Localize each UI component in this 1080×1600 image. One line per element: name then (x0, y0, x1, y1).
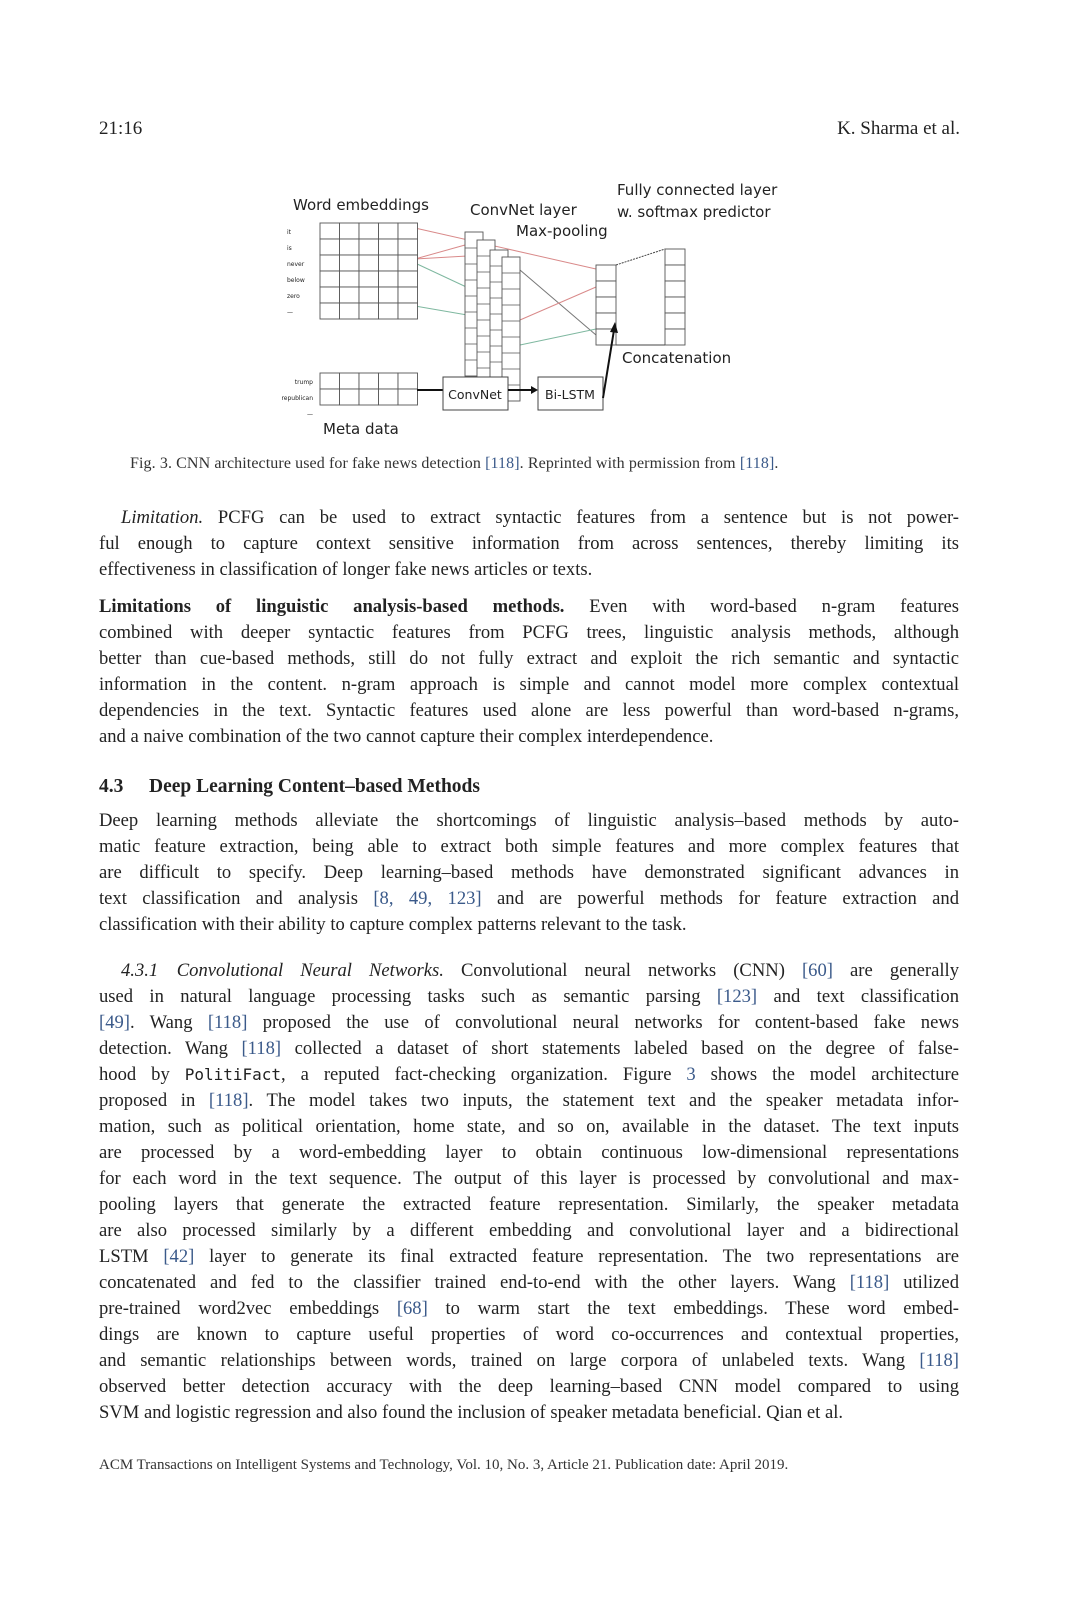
paragraph-limitations-linguistic: Limitations of linguistic analysis-based methods. Even with word-based n-gram features combined with deeper syntactic features from PCFG trees, linguistic analysis methods, although better than cue-based methods, still do not fully extract and exploit the rich semantic and syntactic information in the content. n-gram approach is simple and cannot model more complex contextual dependencies in the text. Syntactic features used alone are less powerful than word-based n-grams, and a naive combination of the two cannot capture their complex interdependence. (99, 596, 959, 747)
fc-cell (665, 281, 685, 297)
text-line: 4.3.1 Convolutional Neural Networks. Convolutional neural networks (CNN) [60] are generally (121, 960, 959, 981)
paragraph-cnn (99, 958, 959, 1426)
input-word-label: zero (287, 293, 300, 300)
embedding-cell (379, 287, 399, 303)
convnet-feature-maps (465, 232, 520, 401)
label-fc-line2: w. softmax predictor (617, 203, 771, 221)
journal-footer: ACM Transactions on Intelligent Systems and Technology, Vol. 10, No. 3, Article 21. Publication date: April 2019. (99, 1457, 789, 1473)
embedding-cell (398, 303, 418, 319)
meta-cell (398, 389, 418, 405)
label-convnet-layer: ConvNet layer (470, 201, 577, 219)
citation-link[interactable]: [123] (716, 986, 758, 1007)
embedding-cell (359, 271, 379, 287)
running-head-authors: K. Sharma et al. (837, 118, 960, 139)
dataset-name: PolitiFact (184, 1065, 282, 1084)
embedding-cell (398, 255, 418, 271)
citation-link[interactable]: [118] (485, 455, 520, 472)
embedding-cell (340, 303, 360, 319)
text-line: detection. Wang [118] collected a dataset of short statements labeled based on the degree of false- (99, 1038, 959, 1059)
citation-link[interactable]: [8, 49, 123] (373, 888, 482, 909)
embedding-cell (320, 239, 340, 255)
embedding-cell (359, 287, 379, 303)
paragraph-lead: Limitation. (121, 507, 204, 528)
text-line: dings are known to capture useful properties of word co-occurrences and contextual properties, (99, 1324, 959, 1345)
text-line: proposed in [118]. The model takes two inputs, the statement text and the speaker metadata infor- (99, 1090, 959, 1111)
embedding-cell (320, 255, 340, 271)
citation-link[interactable]: [118] (207, 1012, 248, 1033)
fc-cell (665, 265, 685, 281)
page-number: 21:16 (99, 118, 143, 139)
pooled-cell (596, 297, 616, 313)
pooled-cell (596, 281, 616, 297)
meta-word-label: republican (281, 395, 313, 402)
meta-cell (359, 373, 379, 389)
subsection-title: Convolutional Neural Networks. (176, 960, 444, 981)
input-word-label: never (287, 261, 305, 268)
cnn-architecture-figure (250, 170, 810, 450)
text-line: used in natural language processing tasks such as semantic parsing [123] and text classification (99, 986, 959, 1007)
text-line: for each word in the text sequence. The output of this layer is processed by convolutional and max- (99, 1168, 959, 1189)
text-line: pooling layers that generate the extracted feature representation. Similarly, the speaker metadata (99, 1194, 959, 1215)
label-fc-line1: Fully connected layer (617, 181, 778, 199)
fc-cell (665, 297, 685, 313)
citation-link[interactable]: [68] (396, 1298, 428, 1319)
label-max-pooling: Max-pooling (516, 222, 608, 240)
meta-data-matrix (281, 373, 417, 418)
word-embedding-matrix (320, 223, 418, 319)
meta-cell (359, 389, 379, 405)
citation-link[interactable]: [118] (739, 455, 775, 472)
embedding-cell (398, 223, 418, 239)
embedding-cell (359, 223, 379, 239)
embedding-cell (379, 223, 399, 239)
meta-cell (379, 373, 399, 389)
citation-link[interactable]: [60] (801, 960, 833, 981)
fc-cell (665, 329, 685, 345)
embedding-cell (320, 303, 340, 319)
paragraph-deep-learning: Deep learning methods alleviate the shortcomings of linguistic analysis–based methods by auto- matic feature extraction, being able to extract both simple features and more complex features that are difficult to specify. Deep learning–based methods have demonstrated significant advances in text classification and analysis [8, 49, 123] and are powerful methods for feature extraction and classification with their ability to capture complex patterns relevant to the task. (99, 810, 959, 935)
embedding-cell (340, 271, 360, 287)
embedding-cell (320, 271, 340, 287)
citation-link[interactable]: [118] (241, 1038, 282, 1059)
connection-line (520, 287, 596, 320)
input-word-labels (287, 229, 305, 316)
fc-connector (616, 249, 665, 265)
embedding-cell (340, 255, 360, 271)
embedding-cell (340, 223, 360, 239)
citation-link[interactable]: [118] (208, 1090, 249, 1111)
convnet-box-label: ConvNet (448, 387, 502, 402)
paragraph-limitation: Limitation. PCFG can be used to extract syntactic features from a sentence but is not power- ful enough to capture context sensitive information from across sentences, thereby limiting its effectiveness in classification of longer fake news articles or texts. (99, 507, 959, 580)
embedding-cell (320, 287, 340, 303)
text-line: LSTM [42] layer to generate its final extracted feature representation. The two representations are (99, 1246, 959, 1267)
embedding-cell (379, 255, 399, 271)
input-word-label: below (287, 277, 305, 284)
embedding-cell (379, 303, 399, 319)
text-line: are processed by a word-embedding layer to obtain continuous low-dimensional representations (99, 1142, 959, 1163)
meta-cell (320, 389, 340, 405)
embedding-cell (359, 239, 379, 255)
embedding-cell (359, 255, 379, 271)
label-concatenation: Concatenation (622, 349, 732, 367)
text-line: pre-trained word2vec embeddings [68] to warm start the text embeddings. These word embed- (99, 1298, 959, 1319)
connection-line (520, 329, 596, 345)
embedding-cell (379, 271, 399, 287)
embedding-cell (398, 287, 418, 303)
citation-link[interactable]: [118] (919, 1350, 959, 1371)
input-word-label: it (287, 229, 292, 236)
text-line: observed better detection accuracy with the deep learning–based CNN model compared to using (99, 1376, 959, 1397)
embedding-cell (320, 223, 340, 239)
bilstm-box-label: Bi-LSTM (545, 387, 595, 402)
embedding-cell (340, 287, 360, 303)
citation-link[interactable]: 3 (686, 1064, 696, 1085)
section-heading-4-3: 4.3 Deep Learning Content–based Methods (99, 776, 480, 797)
meta-cell (340, 373, 360, 389)
subsection-number: 4.3.1 (121, 960, 177, 981)
text-line: and semantic relationships between words, trained on large corpora of unlabeled texts. Wang [118] (99, 1350, 959, 1371)
citation-link[interactable]: [49] (99, 1012, 130, 1033)
input-word-label: is (287, 245, 292, 252)
label-meta-data: Meta data (323, 420, 399, 438)
meta-cell (379, 389, 399, 405)
paragraph-lead: Limitations of linguistic analysis-based methods. (99, 596, 565, 617)
embedding-cell (379, 239, 399, 255)
text-line: concatenated and fed to the classifier trained end-to-end with the other layers. Wang [118] utilized (99, 1272, 959, 1293)
fc-cell (665, 249, 685, 265)
text-line: mation, such as political orientation, home state, and so on, available in the dataset. The text inputs (99, 1116, 959, 1137)
connection-line (520, 270, 596, 335)
fc-cell (665, 313, 685, 329)
arrowhead-icon (531, 386, 538, 394)
citation-link[interactable]: [118] (849, 1272, 890, 1293)
meta-cell (340, 389, 360, 405)
figure-caption: Fig. 3. CNN architecture used for fake news detection [118]. Reprinted with permission from [118]. (130, 455, 779, 472)
fully-connected-layer (616, 249, 685, 345)
embedding-cell (398, 239, 418, 255)
embedding-cell (398, 271, 418, 287)
embedding-cell (340, 239, 360, 255)
text-line: SVM and logistic regression and also found the inclusion of speaker metadata beneficial. Qian et al. (99, 1402, 844, 1423)
text-line: hood by PolitiFact, a reputed fact-checking organization. Figure 3 shows the model architecture (99, 1064, 959, 1085)
pooled-cell (596, 265, 616, 281)
meta-cell (320, 373, 340, 389)
meta-cell (398, 373, 418, 389)
input-word-label: — (287, 309, 293, 316)
text-line: [49]. Wang [118] proposed the use of convolutional neural networks for content-based fake news (99, 1012, 959, 1033)
text-line: are also processed similarly by a different embedding and convolutional layer and a bidirectional (99, 1220, 959, 1241)
label-word-embeddings: Word embeddings (293, 196, 429, 214)
meta-word-label: — (307, 411, 313, 418)
meta-word-label: trump (294, 379, 313, 386)
embedding-cell (359, 303, 379, 319)
citation-link[interactable]: [42] (163, 1246, 195, 1267)
